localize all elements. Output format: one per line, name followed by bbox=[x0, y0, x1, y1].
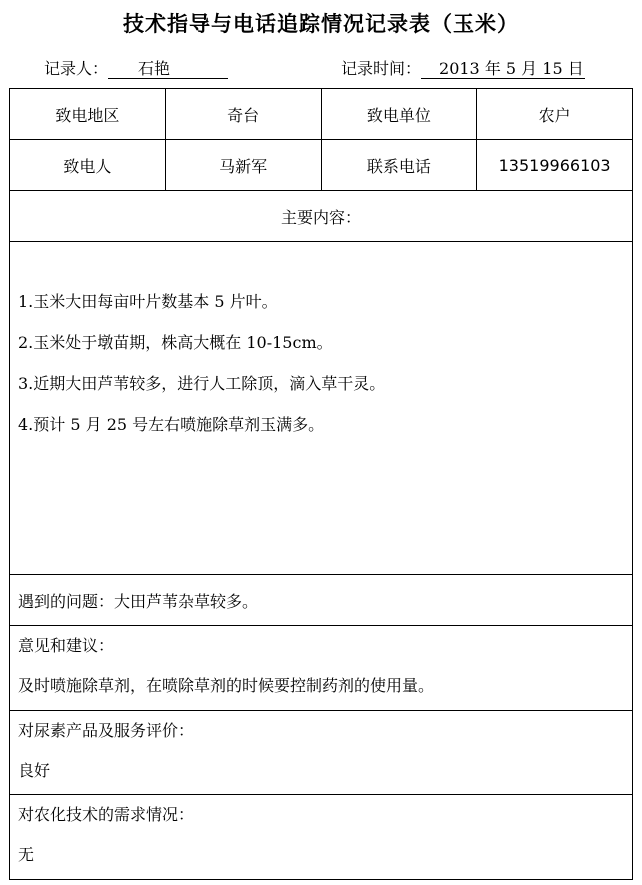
list-item: 2.玉米处于墩苗期，株高大概在 10-15cm。 bbox=[18, 333, 333, 352]
main-content-cell bbox=[10, 242, 633, 575]
region-value: 奇台 bbox=[165, 89, 321, 140]
record-table bbox=[9, 88, 633, 880]
unit-label: 致电单位 bbox=[321, 89, 477, 140]
info-row-1 bbox=[10, 89, 633, 140]
advice-text: 及时喷施除草剂，在喷除草剂的时候要控制药剂的使用量。 bbox=[18, 676, 435, 695]
main-content-header-row bbox=[10, 191, 633, 242]
needs-label: 对农化技术的需求情况： bbox=[18, 805, 195, 824]
record-time-value: 2013 年 5 月 15 日 bbox=[421, 59, 585, 79]
list-item: 3.近期大田芦苇较多，进行人工除顶，滴入草干灵。 bbox=[18, 374, 386, 393]
caller-value: 马新军 bbox=[165, 140, 321, 191]
region-label: 致电地区 bbox=[10, 89, 166, 140]
needs-row bbox=[10, 795, 633, 880]
main-content-heading: 主要内容： bbox=[10, 191, 633, 242]
advice-label: 意见和建议： bbox=[18, 636, 115, 655]
advice-cell bbox=[10, 626, 633, 711]
recorder-line bbox=[44, 56, 228, 79]
advice-row bbox=[10, 626, 633, 711]
needs-text: 无 bbox=[18, 845, 35, 864]
record-time-label: 记录时间： bbox=[341, 59, 422, 78]
recorder-value: 石艳 bbox=[108, 59, 228, 79]
evaluation-text: 良好 bbox=[18, 761, 51, 780]
evaluation-row bbox=[10, 711, 633, 795]
evaluation-label: 对尿素产品及服务评价： bbox=[18, 721, 195, 740]
phone-label: 联系电话 bbox=[321, 140, 477, 191]
problem-text: 遇到的问题：大田芦苇杂草较多。 bbox=[10, 575, 633, 626]
info-row-2 bbox=[10, 140, 633, 191]
form-title: 技术指导与电话追踪情况记录表（玉米） bbox=[123, 12, 519, 36]
phone-value: 13519966103 bbox=[477, 140, 633, 191]
main-content-row bbox=[10, 242, 633, 575]
record-time-line bbox=[341, 56, 585, 79]
unit-value: 农户 bbox=[477, 89, 633, 140]
evaluation-cell bbox=[10, 711, 633, 795]
needs-cell bbox=[10, 795, 633, 880]
problem-row bbox=[10, 575, 633, 626]
recorder-label: 记录人： bbox=[44, 59, 109, 78]
list-item: 1.玉米大田每亩叶片数基本 5 片叶。 bbox=[18, 292, 278, 311]
caller-label: 致电人 bbox=[10, 140, 166, 191]
main-content-list bbox=[10, 242, 632, 435]
list-item: 4.预计 5 月 25 号左右喷施除草剂玉满多。 bbox=[18, 415, 325, 434]
